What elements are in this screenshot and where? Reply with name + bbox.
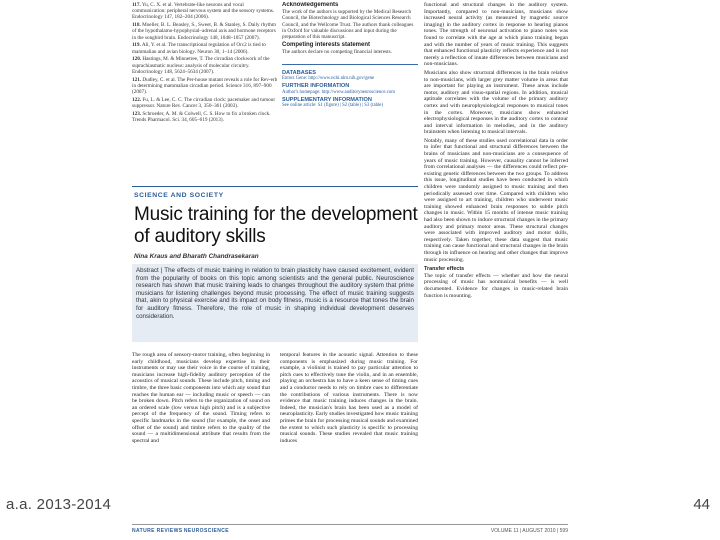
slide-page-number: 44	[693, 496, 710, 513]
transfer-effects-heading: Transfer effects	[424, 266, 465, 273]
reference-number: 117.	[132, 2, 141, 8]
body-text-left: The rough area of sensory-motor training, often beginning in early childhood, musicians develop expertise in their instruments or may use their voice in the course of training, musicians increase high-fidelity auditory perception of the acoustics of musical sounds. These include pitch, timing and timbre, the three basic components into which any sound that reaches the human ear — including music or speech — can be broken down. Pitch refers to the organization of sound on an ordered scale (low versus high pitch) and is a subjective percept of the frequency of the sound. Timing refers to specific landmarks in the sound (for example, the onset and offset of the sound) and timbre refers to the quality of the sound — a multidimensional attribute that results from the spectral and	[132, 352, 270, 444]
reference-item	[132, 77, 278, 96]
reference-text: Ali, Y. et al. The transcriptional regulation of Orc2 is tied to mammalian and avian biology. Neuron 30, 1–14 (2006).	[132, 42, 266, 55]
right-paragraph: Musicians also show structural differences in the brain relative to non-musicians, with larger grey matter volume in areas that are important for playing an instrument. These areas include motor, auditory and visuo-spatial regions. In addition, musical aptitude correlates with the volume of the primary auditory cortex and with neurophysiological responses to musical tones in the cortex. Moreover, musicians show enhanced electrophysiological responses in the auditory cortex to contour and interval information in melodies, and in the auditory brainstem when listening to musical intervals.	[424, 69, 568, 136]
reference-number: 122.	[132, 96, 142, 103]
competing-interests-heading: Competing interests statement	[282, 42, 371, 49]
right-body-column	[424, 2, 568, 522]
article-authors: Nina Kraus and Bharath Chandrasekaran	[134, 253, 259, 260]
acknowledgements-heading: Acknowledgements	[282, 2, 339, 8]
reference-number: 119.	[132, 42, 141, 49]
online-info-box	[282, 64, 418, 109]
acknowledgements-column	[282, 2, 418, 178]
reference-text: Schroeder, A. M. & Colwell, C. S. How to fix a broken clock. Trends Pharmacol. Sci. 34, 605–619 (2013).	[132, 110, 271, 124]
reference-item	[132, 111, 278, 123]
acknowledgements-text: The work of the authors is supported by the Medical Research Council, the Biotechnology and Biological Sciences Research Council, and the Wellcome Trust. The authors thank colleagues in Oxford for valuable discussions and input during the preparation of this manuscript.	[282, 9, 414, 41]
journal-footer	[132, 524, 568, 534]
supplementary-link[interactable]: See online article: S1 (figure) | S2 (table) | S3 (table)	[282, 103, 384, 109]
reference-item	[132, 42, 278, 54]
right-paragraph: functional and structural changes in the auditory system. Importantly, compared to non-musicians, musicians show increased neural activity (as measured by magnetic source imaging) in the auditory cortex in response to hearing pianos tones. The strength of neuronal activation to piano notes was found to correlate with the age at which piano training began and with the number of years of music training. This suggests that enhanced functional plasticity reflects experience and is not merely a reflection of innate differences between musicians and non-musicians.	[424, 2, 568, 68]
journal-page	[132, 0, 568, 540]
right-paragraph: Notably, many of these studies used correlational data in order to infer that functional and structural differences between the brains of musicians and non-musicians are a consequence of years of music training. However, causality cannot be inferred from correlational analyses — the differences could reflect pre-existing genetic differences between the two groups. To address this issue, longitudinal studies have been conducted in which children were randomly assigned to music training and then periodically assessed over time. Compared with children who were assigned to art training, children who underwent music training showed enhanced brain responses to subtle pitch changes in music. Within 15 months of intense music training had also been shown to induce structural changes in the primary auditory and primary motor areas. These structural changes were associated with improved auditory and motor skills, respectively. Taken together, these data suggest that music training can cause functional and structural changes in the brain through its influence on hearing and other changes that improve music processing.	[424, 137, 568, 263]
reference-item	[132, 97, 278, 109]
article-abstract: Abstract | The effects of music training in relation to brain plasticity have caused excitement, evident from the popularity of books on this topic among scientists and the general public. Neuroscience research has shown that music training leads to changes throughout the auditory system that prime musicians for listening challenges beyond music processing. The effect of music training suggests that, akin to physical exercise and its impact on body fitness, music is a resource that tones the brain for auditory fitness. Therefore, the role of music in shaping individual development deserves consideration.	[132, 264, 418, 342]
slide-footer-year: a.a. 2013-2014	[6, 496, 112, 513]
supplementary-heading: SUPPLEMENTARY INFORMATION	[282, 97, 372, 104]
journal-brand-name: NATURE REVIEWS	[132, 527, 183, 534]
journal-brand	[132, 528, 229, 534]
further-info-link[interactable]: Author's homepage: http://www.auditoryneuroscience.com	[282, 89, 395, 95]
reference-text: Dudley, C. et al. The Per-house mutant reveals a role for Rev-erb in determining mammalian circadian period. Science 316, 897–900 (2007).	[132, 76, 278, 96]
article-title: Music training for the development of auditory skills	[134, 204, 418, 247]
databases-heading: DATABASES	[282, 69, 316, 76]
competing-interests-text: The authors declare no competing financial interests.	[282, 49, 392, 56]
databases-link[interactable]: Entrez Gene: http://www.ncbi.nlm.nih.gov/gene	[282, 75, 375, 81]
further-info-heading: FURTHER INFORMATION	[282, 83, 350, 90]
reference-item	[132, 2, 278, 21]
reference-text: Yu, C. X. et al. Vertebrate-like neurons and vocal communication: peripheral nervous system and the sensory systems. Endocrinology 147, 182–204 (2006).	[132, 2, 275, 21]
journal-issue-info: VOLUME 11 | AUGUST 2010 | 599	[490, 527, 568, 534]
right-paragraph: The topic of transfer effects — whether and how the neural processing of music has nonmusical benefits — is well documented. Evidence for changes in music-related brain function is mounting.	[424, 272, 568, 299]
references-column	[132, 2, 278, 178]
reference-number: 121.	[132, 76, 142, 83]
journal-brand-sub: NEUROSCIENCE	[183, 527, 229, 534]
reference-text: Hastings, M. & Minnetree, T. The circadian clockwork of the suprachiasmatic nucleus: analysis of molecular circuitry. Endocrinology 148, 5624–5634 (2007).	[132, 56, 270, 75]
reference-text: Moeller, B. L. Beasley, S., Sweet, B. & Stanley, S. Daily rhythm of the hypothalamo-hypophysial–adrenal axis and hormone receptors in the songbird brain. Endocrinology 148, 1048–1057 (2007).	[132, 22, 276, 41]
reference-number: 120.	[132, 56, 142, 63]
section-divider	[132, 186, 418, 187]
reference-item	[132, 56, 278, 75]
reference-text: Fu, L. & Lee, C. C. The circadian clock: pacemaker and tumour suppressor. Nature Rev. Cancer 3, 350–361 (2003).	[132, 96, 276, 110]
reference-number: 118.	[132, 22, 141, 29]
reference-item	[132, 22, 278, 41]
body-text-middle: temporal features in the acoustic signal. Attention to these components is emphasized during music training. For example, a violinist is trained to pay particular attention to pitch cues to effectively tune the violin, and in an ensemble, playing an orchestra has to have a keen sense of timing cues and a conductor needs to rely on timbre cues to differentiate the contributions of various instruments. There is now evidence that music training induces changes in the brain. Indeed, the musician's brain has been used as a model of neuroplasticity. Early studies investigated how music training primes the brain for processing musical sounds and examined the extent to which such plasticity is specific to processing musical sounds. These studies revealed that music training induces	[280, 352, 418, 444]
section-label: SCIENCE AND SOCIETY	[134, 192, 224, 199]
reference-number: 123.	[132, 110, 142, 117]
